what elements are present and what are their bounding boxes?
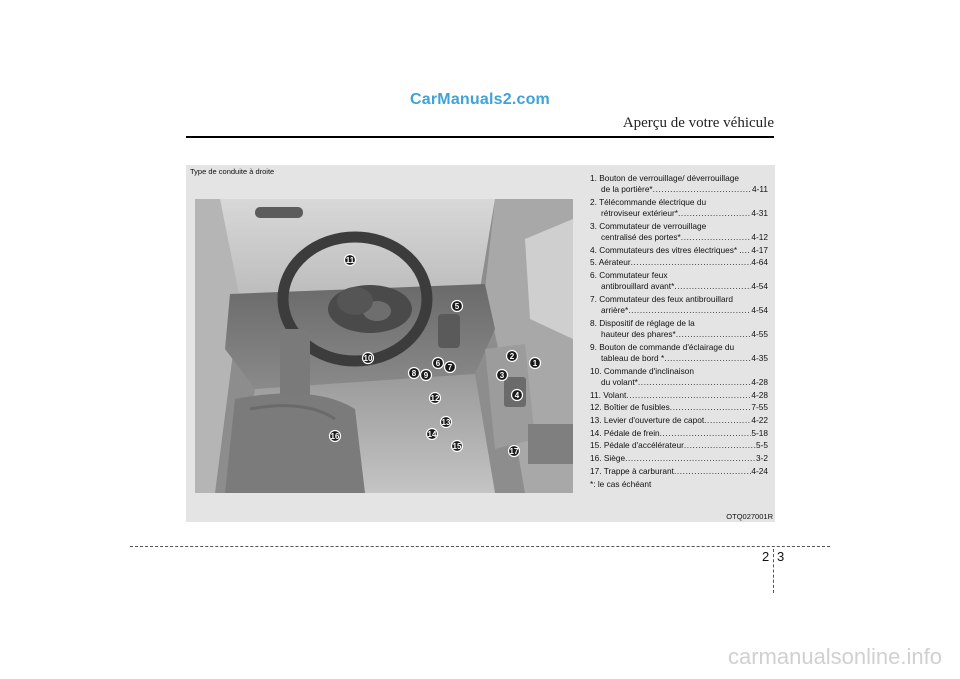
chapter-number: 2 [762, 549, 770, 564]
legend-label: 3. Commutateur de verrouillage [590, 220, 707, 231]
callout-12 [430, 393, 441, 404]
legend-label-cont: rétroviseur extérieur* [601, 208, 679, 219]
legend-label: 16. Siège [590, 453, 626, 464]
leader-dots [660, 428, 752, 439]
callout-13 [441, 417, 452, 428]
svg-text:1: 1 [532, 359, 538, 368]
legend-page-ref: 4-31 [751, 208, 768, 219]
callout-14 [427, 429, 438, 440]
legend-item [590, 415, 768, 426]
legend-page-ref: 5-18 [751, 427, 768, 438]
legend-page-ref: 4-28 [751, 376, 768, 387]
page-number: 3 [777, 549, 785, 564]
leader-dots [674, 281, 751, 292]
legend-item [590, 453, 768, 464]
callout-7 [445, 362, 456, 373]
leader-dots [631, 257, 752, 268]
legend-item [590, 318, 768, 340]
legend-label: 11. Volant [590, 389, 627, 400]
svg-text:12: 12 [430, 394, 440, 403]
legend-item [590, 342, 768, 364]
legend-page-ref: 4-17 [751, 244, 768, 255]
legend-page-ref: 4-64 [751, 257, 768, 268]
legend-note: *: le cas échéant [590, 479, 652, 490]
leader-dots [653, 184, 752, 195]
leader-dots [664, 353, 751, 364]
legend-label-cont: tableau de bord * [601, 353, 665, 364]
callout-4 [512, 390, 523, 401]
legend-label: 13. Levier d'ouverture de capot [590, 415, 705, 426]
svg-text:8: 8 [411, 369, 417, 378]
legend-item [590, 440, 768, 451]
callout-10 [363, 353, 374, 364]
svg-text:6: 6 [435, 359, 441, 368]
legend-label: 6. Commutateur feux [590, 270, 668, 281]
svg-text:7: 7 [447, 363, 453, 372]
legend-item [590, 390, 768, 401]
legend-item [590, 221, 768, 243]
legend-label-cont: de la portière* [601, 184, 653, 195]
svg-text:14: 14 [427, 430, 437, 439]
leader-dots [626, 390, 751, 401]
leader-dots [628, 305, 751, 316]
legend-page-ref: 4-11 [752, 184, 768, 195]
legend-list [590, 173, 768, 490]
legend-item [590, 245, 768, 256]
callout-8 [409, 368, 420, 379]
legend-label-cont: arrière* [601, 305, 629, 316]
watermark-logo-top[interactable]: CarManuals2.com [410, 91, 550, 108]
legend-page-ref: 4-54 [751, 281, 768, 292]
callout-16 [330, 431, 341, 442]
legend-item [590, 197, 768, 219]
svg-text:17: 17 [509, 447, 519, 456]
leader-dots [684, 440, 756, 451]
legend-page-ref: 4-55 [751, 329, 768, 340]
legend-page-ref: 4-22 [751, 415, 768, 426]
drive-type-label: Type de conduite à droite [190, 167, 275, 176]
legend-label: 17. Trappe à carburant [590, 465, 674, 476]
legend-item [590, 366, 768, 388]
svg-text:13: 13 [441, 418, 451, 427]
section-title: Aperçu de votre véhicule [622, 115, 774, 131]
svg-text:5: 5 [454, 302, 460, 311]
legend-page-ref: 5-5 [756, 440, 768, 451]
page-divider [773, 549, 774, 593]
leader-dots [742, 245, 752, 256]
svg-text:3: 3 [499, 371, 505, 380]
legend-item [590, 270, 768, 292]
leader-dots [676, 329, 752, 340]
legend-item [590, 466, 768, 477]
legend-page-ref: 4-24 [751, 465, 768, 476]
callout-11 [345, 255, 356, 266]
image-code: OTQ027001R [726, 512, 773, 521]
leader-dots [681, 232, 752, 243]
legend-page-ref: 7-55 [751, 402, 768, 413]
callout-1 [530, 358, 541, 369]
legend-page-ref: 4-28 [751, 389, 768, 400]
leader-dots [704, 415, 751, 426]
legend-label: 15. Pédale d'accélérateur [590, 440, 684, 451]
legend-label: 9. Bouton de commande d'éclairage du [590, 341, 735, 352]
interior-photo [195, 199, 573, 493]
svg-text:9: 9 [423, 371, 429, 380]
svg-text:16: 16 [330, 432, 340, 441]
callout-15 [452, 441, 463, 452]
callout-3 [497, 370, 508, 381]
footer-dashed-rule [130, 546, 830, 547]
watermark-bottom[interactable]: carmanualsonline.info [727, 644, 942, 669]
legend-item [590, 294, 768, 316]
svg-text:10: 10 [363, 354, 373, 363]
svg-text:11: 11 [345, 256, 355, 265]
title-rule [186, 136, 774, 138]
legend-page-ref: 3-2 [756, 453, 768, 464]
callout-9 [421, 370, 432, 381]
legend-label: 12. Boîtier de fusibles [590, 402, 670, 413]
legend-label-cont: centralisé des portes* [601, 232, 681, 243]
legend-label: 5. Aérateur [590, 257, 631, 268]
callout-2 [507, 351, 518, 362]
legend-page-ref: 4-54 [751, 305, 768, 316]
svg-text:15: 15 [452, 442, 462, 451]
leader-dots [625, 453, 756, 464]
callout-5 [452, 301, 463, 312]
legend-page-ref: 4-35 [751, 353, 768, 364]
leader-dots [674, 466, 751, 477]
legend-label: 2. Télécommande électrique du [590, 196, 707, 207]
legend-label-cont: antibrouillard avant* [601, 281, 675, 292]
legend-label-cont: hauteur des phares* [601, 329, 676, 340]
callout-17 [509, 446, 520, 457]
legend-item [590, 428, 768, 439]
svg-text:4: 4 [514, 391, 520, 400]
legend-item [590, 257, 768, 268]
legend-label: 7. Commutateur des feux antibrouillard [590, 294, 733, 305]
legend-item [590, 402, 768, 413]
svg-text:2: 2 [509, 352, 515, 361]
legend-label: 8. Dispositif de réglage de la [590, 317, 695, 328]
legend-label: 10. Commande d'inclinaison [590, 365, 694, 376]
legend-page-ref: 4-12 [751, 232, 768, 243]
leader-dots [638, 377, 751, 388]
leader-dots [678, 208, 751, 219]
legend-label-cont: du volant* [601, 376, 638, 387]
legend-label: 1. Bouton de verrouillage/ déverrouillage [590, 173, 739, 183]
legend-label: 14. Pédale de frein [590, 427, 660, 438]
legend-label: 4. Commutateurs des vitres électriques* . [590, 244, 742, 255]
legend-item [590, 173, 768, 195]
leader-dots [670, 402, 752, 413]
callout-6 [433, 358, 444, 369]
